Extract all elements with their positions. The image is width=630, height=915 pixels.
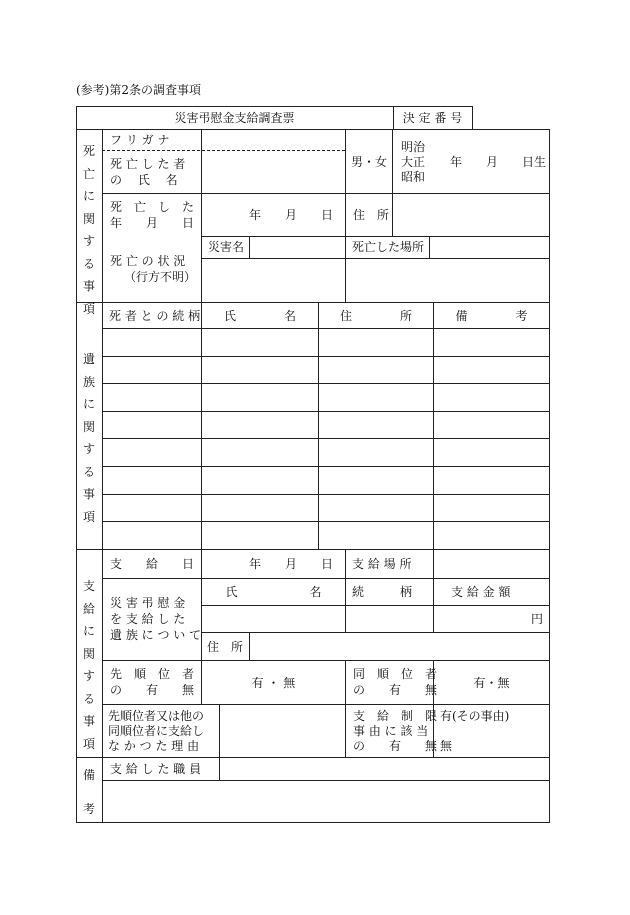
staff-field[interactable] [220,758,549,780]
same-rank-selector[interactable]: 有・無 [473,676,510,690]
sex-selector[interactable]: 男・女 [350,155,387,169]
form-title: 災害弔慰金支給調査票 [174,111,295,125]
payment-amount-label: 支 給 金 額 [451,585,511,599]
limit-label-2: 事 由 に 該 当 [353,724,429,738]
limit-yes-option[interactable]: 有(その事由) [440,709,510,723]
death-place-label: 死亡した場所 [352,240,425,254]
payment-date-label: 支 給 日 [110,557,195,571]
recipient-address-field[interactable] [250,633,549,660]
section-label-remarks: 備考 [82,768,95,816]
reason-label-1: 先順位者又は他の [108,709,205,723]
family-header-address: 住 所 [339,309,412,323]
death-circumstance-label-1: 死 亡 の 状 況 [110,254,186,268]
same-rank-label-1: 同 順 位 者 [353,667,438,681]
deceased-name-field[interactable] [202,152,345,193]
era-taisho: 大正 [401,155,426,169]
same-rank-label-2: の 有 無 [353,683,438,697]
era-meiji: 明治 [401,140,426,154]
deceased-name-label-1: 死 亡 し た 者 [110,157,186,171]
reference-note: (参考)第2条の調査事項 [76,83,201,97]
reason-field[interactable] [220,705,345,757]
birth-date-text: 年 月 日生 [450,155,547,169]
disaster-name-field[interactable] [250,237,345,258]
death-date-label-2: 年 月 日 [110,216,195,230]
recipient-relation-label: 続 柄 [352,585,413,599]
section-label-payment: 支給に関する事項 [82,579,95,751]
death-circumstance-label-2: （行方不明） [124,270,197,284]
decision-number-label: 決 定 番 号 [402,111,463,125]
family-header-name: 氏 名 [223,309,296,323]
death-date-label-1: 死 亡 し た [110,200,195,214]
recipient-name-field[interactable] [202,606,345,632]
recipient-label-2: を 支 給 し た [110,612,186,626]
section-label-family: 遺族に関する事項 [82,352,95,524]
furigana-field[interactable] [202,131,345,150]
recipient-name-label: 氏 名 [225,585,322,599]
recipient-label-1: 災 害 弔 慰 金 [110,596,186,610]
limit-label-1: 支 給 制 限 [353,709,438,723]
prior-rank-selector[interactable]: 有 ・ 無 [251,676,296,690]
payment-amount-field[interactable]: 円 [530,612,543,626]
circumstance-detail-field[interactable] [346,259,549,301]
recipient-relation-field[interactable] [346,606,433,632]
remarks-field[interactable] [103,781,549,822]
deceased-name-label-2: の 氏 名 [110,173,178,187]
decision-number-field[interactable] [473,107,549,129]
reason-label-3: な か つ た 理 由 [108,739,200,753]
reason-label-2: 同順位者に支給し [108,724,205,738]
disaster-name-label: 災害名 [208,240,245,254]
staff-label: 支 給 し た 職 員 [110,762,202,776]
family-header-remarks: 備 考 [455,309,528,323]
family-header-relation: 死 者 と の 続 柄 [109,309,201,323]
recipient-label-3: 遺 族 に つ い て [110,628,202,642]
payment-place-label: 支 給 場 所 [352,557,412,571]
death-address-field[interactable] [393,195,549,236]
furigana-label: フ リ ガ ナ [110,133,170,147]
death-place-field[interactable] [430,237,549,258]
prior-rank-label-1: 先 順 位 者 [110,667,195,681]
death-date-field[interactable]: 年 月 日 [248,208,333,222]
payment-place-field[interactable] [434,550,549,578]
section-label-deceased: 死亡に関する事項 [82,144,95,316]
recipient-address-label: 住 所 [207,640,244,654]
limit-label-3: の 有 無 [353,739,438,753]
prior-rank-label-2: の 有 無 [110,683,195,697]
limit-no-option[interactable]: 無 [440,739,453,753]
circumstance-field[interactable] [202,259,345,301]
era-showa: 昭和 [401,170,426,184]
payment-date-field[interactable]: 年 月 日 [248,557,333,571]
death-address-label: 住 所 [353,208,390,222]
